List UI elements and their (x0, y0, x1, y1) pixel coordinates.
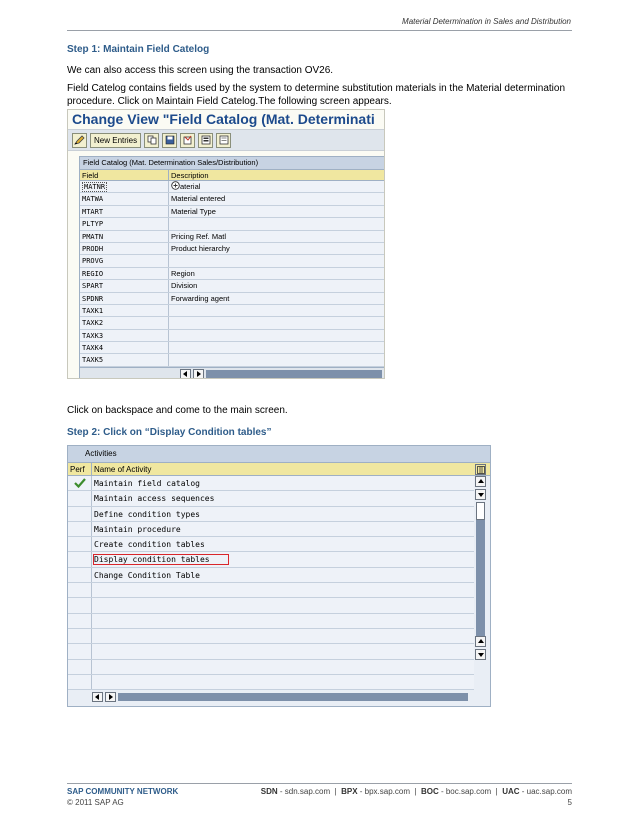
field-cell[interactable] (80, 268, 169, 279)
field-cell[interactable] (80, 330, 169, 341)
column-settings-icon[interactable] (475, 464, 486, 475)
description-cell (169, 293, 384, 304)
copy-icon[interactable] (144, 133, 159, 148)
deselect-all-icon[interactable] (216, 133, 231, 148)
footer-link[interactable]: sdn.sap.com (284, 787, 331, 796)
footer-link[interactable]: uac.sap.com (526, 787, 572, 796)
perf-cell (68, 660, 92, 674)
table-row[interactable] (80, 268, 384, 280)
field-cell[interactable] (80, 218, 169, 229)
scroll-left-icon[interactable] (180, 369, 191, 379)
description-cell (169, 268, 384, 279)
screen-title: Change View "Field Catalog (Mat. Determinati (68, 110, 384, 129)
table-row[interactable] (80, 243, 384, 255)
activity-name[interactable]: Change Condition Table (94, 570, 200, 580)
field-name: TAXK4 (82, 344, 104, 353)
step1-heading: Step 1: Maintain Field Catelog (67, 44, 210, 55)
field-name: REGIO (82, 269, 104, 278)
field-cell[interactable] (80, 317, 169, 328)
activities-header (68, 462, 490, 476)
field-name: PLTYP (82, 220, 104, 229)
edit-icon[interactable] (72, 133, 87, 148)
instruction-text: Click on backspace and come to the main screen. (67, 405, 288, 416)
perf-cell (68, 476, 92, 490)
column-header-activity[interactable]: Name of Activity (94, 465, 152, 474)
step2-heading: Step 2: Click on “Display Condition tables” (67, 427, 272, 438)
field-description: Division (171, 281, 198, 291)
description-cell (169, 317, 384, 328)
table-row[interactable] (80, 193, 384, 205)
activity-row (68, 660, 474, 675)
field-name: SPART (82, 282, 104, 291)
activity-row[interactable] (68, 491, 474, 506)
table-row[interactable] (80, 330, 384, 342)
activity-name-cell (92, 614, 474, 628)
activity-name-cell[interactable] (92, 537, 474, 551)
activity-row[interactable] (68, 522, 474, 537)
save-icon[interactable] (162, 133, 177, 148)
activity-name[interactable]: Maintain access sequences (94, 494, 215, 504)
activity-name-cell (92, 660, 474, 674)
description-cell (169, 193, 384, 204)
field-name: TAXK2 (82, 319, 104, 328)
table-row[interactable] (80, 255, 384, 267)
display-condition-tables-link[interactable]: Display condition tables (94, 555, 228, 564)
table-row[interactable] (80, 342, 384, 354)
field-cell[interactable] (80, 293, 169, 304)
field-catalog-screenshot (67, 109, 385, 379)
page-number: 5 (567, 798, 572, 807)
activity-name[interactable]: Maintain field catalog (94, 479, 200, 488)
activity-name[interactable]: Define condition types (94, 509, 200, 519)
column-header-perf[interactable]: Perf (68, 463, 92, 475)
description-cell (169, 255, 384, 266)
activity-row (68, 675, 474, 690)
description-cell (169, 280, 384, 291)
field-description: Pricing Ref. Matl (171, 231, 227, 241)
footer-separator: | (330, 787, 342, 796)
footer-separator: | (491, 787, 503, 796)
footer-link-label: BOC (420, 787, 439, 796)
page-up-icon[interactable] (475, 636, 486, 647)
activity-row (68, 598, 474, 613)
activity-name-cell[interactable] (92, 522, 474, 536)
description-cell (169, 243, 384, 254)
field-name: SPDNR (82, 294, 104, 303)
page-down-icon[interactable] (475, 649, 486, 660)
field-name: PMATN (82, 232, 104, 241)
perf-cell (68, 583, 92, 597)
perf-cell (68, 491, 92, 505)
running-header: Material Determination in Sales and Distribution (402, 17, 571, 26)
perf-cell (68, 552, 92, 566)
column-header-description[interactable]: Description (171, 171, 209, 180)
undo-icon[interactable] (180, 133, 195, 148)
activity-name-cell[interactable] (92, 552, 474, 566)
description-cell (169, 231, 384, 242)
field-description: Forwarding agent (171, 293, 230, 303)
activity-name-cell (92, 583, 474, 597)
horizontal-scrollbar[interactable] (80, 367, 384, 379)
field-description: Product hierarchy (171, 243, 230, 253)
vertical-scrollbar[interactable] (475, 476, 486, 690)
field-cell[interactable] (80, 193, 169, 204)
value-help-icon[interactable] (171, 181, 180, 190)
perf-cell (68, 675, 92, 689)
scroll-right-icon[interactable] (193, 369, 204, 379)
activity-row (68, 644, 474, 659)
column-header-field[interactable]: Field (80, 170, 169, 180)
scroll-track-vertical[interactable] (476, 520, 485, 636)
field-description: Material entered (171, 194, 226, 204)
activities-screenshot (67, 445, 491, 707)
activity-row[interactable] (68, 476, 474, 491)
table-header (80, 169, 384, 181)
description-cell (169, 354, 384, 365)
table-row[interactable] (80, 280, 384, 292)
field-name: TAXK3 (82, 331, 104, 340)
activity-name-cell (92, 644, 474, 658)
footer-line-1 (67, 787, 572, 796)
field-name: TAXK5 (82, 356, 104, 365)
field-cell[interactable] (80, 305, 169, 316)
footer-rule (67, 783, 572, 784)
activity-name-cell (92, 598, 474, 612)
activity-name[interactable]: Create condition tables (94, 540, 205, 550)
scroll-track[interactable] (206, 370, 382, 378)
field-name: PRODH (82, 244, 104, 253)
footer-link[interactable]: bpx.sap.com (364, 787, 410, 796)
description-cell (169, 342, 384, 353)
activity-name-cell[interactable] (92, 491, 474, 505)
scroll-left-icon[interactable] (92, 692, 103, 702)
scroll-thumb[interactable] (476, 502, 485, 520)
field-name: TAXK1 (82, 306, 104, 315)
table-row[interactable] (80, 354, 384, 366)
field-description: Region (171, 268, 195, 278)
description-cell (169, 181, 384, 192)
activity-name-cell[interactable] (92, 507, 474, 521)
new-entries-button[interactable] (90, 133, 141, 148)
field-description: aterial (180, 182, 201, 191)
perf-cell (68, 537, 92, 551)
application-toolbar (68, 129, 384, 151)
perf-cell (68, 644, 92, 658)
footer-copyright: © 2011 SAP AG (67, 798, 124, 807)
table-row[interactable] (80, 317, 384, 329)
activity-name[interactable]: Maintain procedure (94, 524, 181, 534)
activity-row[interactable] (68, 552, 474, 567)
activity-row[interactable] (68, 537, 474, 552)
footer-link[interactable]: boc.sap.com (445, 787, 492, 796)
perf-cell (68, 629, 92, 643)
activity-row[interactable] (68, 568, 474, 583)
activities-caption: Activities (68, 446, 490, 462)
field-name: PROVG (82, 257, 104, 266)
footer-network: SAP COMMUNITY NETWORK (67, 787, 179, 796)
footer-line-2 (67, 798, 572, 807)
activity-name-cell[interactable] (92, 476, 474, 490)
field-description: Material Type (171, 206, 216, 216)
select-all-icon[interactable] (198, 133, 213, 148)
table-row[interactable] (80, 305, 384, 317)
description-cell (169, 305, 384, 316)
step1-paragraph-1: We can also access this screen using the transaction OV26. (67, 65, 334, 76)
table-row[interactable] (80, 181, 384, 193)
perf-cell (68, 568, 92, 582)
footer-link-label: UAC (502, 787, 520, 796)
perf-cell (68, 522, 92, 536)
header-rule (67, 30, 572, 31)
perf-cell (68, 507, 92, 521)
activity-name-cell (92, 675, 474, 689)
activity-name-cell[interactable] (92, 568, 474, 582)
field-cell[interactable] (80, 181, 169, 192)
table-row[interactable] (80, 218, 384, 230)
field-cell[interactable] (80, 243, 169, 254)
activity-row (68, 583, 474, 598)
footer-links: SDN - sdn.sap.com | BPX - bpx.sap.com | BOC - boc.sap.com | UAC - uac.sap.com (260, 787, 572, 796)
field-name: MATWA (82, 195, 104, 204)
checkmark-icon (74, 478, 86, 488)
field-cell[interactable] (80, 342, 169, 353)
activity-row (68, 614, 474, 629)
field-cell[interactable] (80, 255, 169, 266)
scroll-up-icon[interactable] (475, 476, 486, 487)
description-cell (169, 330, 384, 341)
table-row[interactable] (80, 293, 384, 305)
horizontal-scrollbar-activities[interactable] (92, 691, 470, 702)
field-cell[interactable] (80, 354, 169, 365)
activity-row (68, 629, 474, 644)
scroll-down-icon[interactable] (475, 489, 486, 500)
activity-name-cell (92, 629, 474, 643)
table-row[interactable] (80, 206, 384, 218)
footer-separator: | (410, 787, 421, 796)
table-row[interactable] (80, 231, 384, 243)
field-catalog-table (79, 156, 385, 379)
footer-link-label: SDN (260, 787, 278, 796)
description-cell (169, 206, 384, 217)
footer-link-label: BPX (341, 787, 358, 796)
perf-cell (68, 598, 92, 612)
field-cell[interactable] (80, 280, 169, 291)
scroll-right-icon[interactable] (105, 692, 116, 702)
perf-cell (68, 614, 92, 628)
step1-paragraph-2: Field Catelog contains fields used by the system to determine substitution materials in the Material determination procedure. Click on Maintain Field Catelog.The following screen appears. (67, 83, 566, 107)
field-name: MTART (82, 207, 104, 216)
activity-row[interactable] (68, 507, 474, 522)
table-caption: Field Catalog (Mat. Determination Sales/Distribution) (80, 157, 384, 169)
scroll-track[interactable] (118, 693, 468, 701)
field-cell[interactable] (80, 231, 169, 242)
field-name: MATNR (84, 183, 106, 191)
description-cell (169, 218, 384, 229)
field-cell[interactable] (80, 206, 169, 217)
new-entries-label: New Entries (94, 135, 138, 145)
